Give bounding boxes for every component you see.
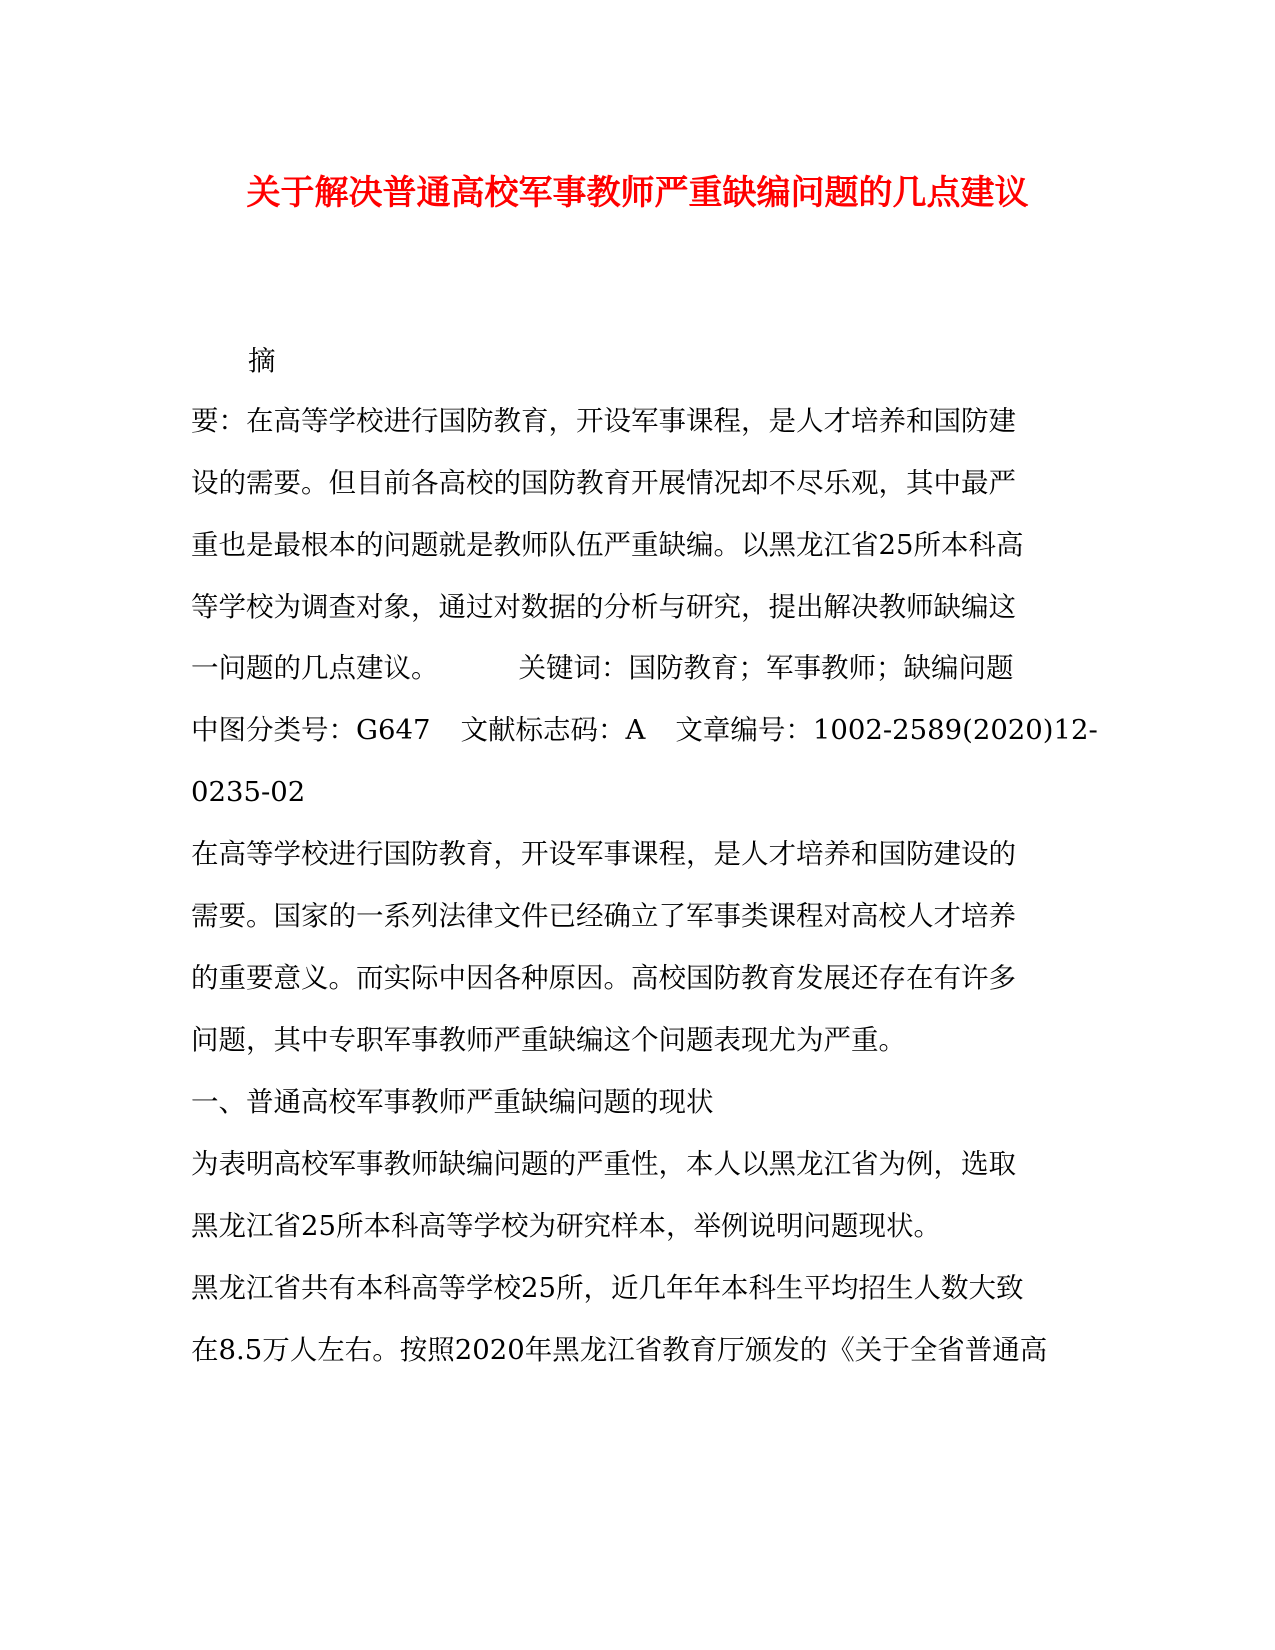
body-line: 在8.5万人左右。按照2020年黑龙江省教育厅颁发的《关于全省普通高 (191, 1334, 1048, 1366)
abstract-line-with-keywords (191, 648, 1014, 688)
body-line: 需要。国家的一系列法律文件已经确立了军事类课程对高校人才培养 (191, 900, 1016, 932)
body-line: 的重要意义。而实际中因各种原因。高校国防教育发展还存在有许多 (191, 962, 1016, 994)
body-line: 问题，其中专职军事教师严重缺编这个问题表现尤为严重。 (191, 1024, 906, 1056)
body-line: 为表明高校军事教师缺编问题的严重性，本人以黑龙江省为例，选取 (191, 1148, 1016, 1180)
document-title: 关于解决普通高校军事教师严重缺编问题的几点建议 (246, 173, 1029, 213)
article-number-continued: 0235-02 (191, 776, 306, 808)
abstract-line: 要：在高等学校进行国防教育，开设军事课程，是人才培养和国防建 (191, 405, 1016, 437)
abstract-line: 重也是最根本的问题就是教师队伍严重缺编。以黑龙江省25所本科高 (191, 529, 1024, 561)
section-heading: 一、普通高校军事教师严重缺编问题的现状 (191, 1086, 714, 1118)
body-line: 在高等学校进行国防教育，开设军事课程，是人才培养和国防建设的 (191, 838, 1016, 870)
article-number: 文章编号：1002-2589(2020)12- (675, 714, 1098, 746)
clc-number: 中图分类号：G647 (191, 714, 431, 746)
body-line: 黑龙江省共有本科高等学校25所，近几年年本科生平均招生人数大致 (191, 1272, 1024, 1304)
keywords: 关键词：国防教育；军事教师；缺编问题 (518, 652, 1014, 684)
classification-line (191, 710, 1098, 750)
abstract-line: 设的需要。但目前各高校的国防教育开展情况却不尽乐观，其中最严 (191, 467, 1016, 499)
body-line: 黑龙江省25所本科高等学校为研究样本，举例说明问题现状。 (191, 1210, 941, 1242)
abstract-line: 等学校为调查对象，通过对数据的分析与研究，提出解决教师缺编这 (191, 591, 1016, 623)
document-code: 文献标志码：A (460, 714, 646, 746)
abstract-line: 一问题的几点建议。 (191, 652, 439, 684)
abstract-label: 摘 (248, 345, 276, 377)
